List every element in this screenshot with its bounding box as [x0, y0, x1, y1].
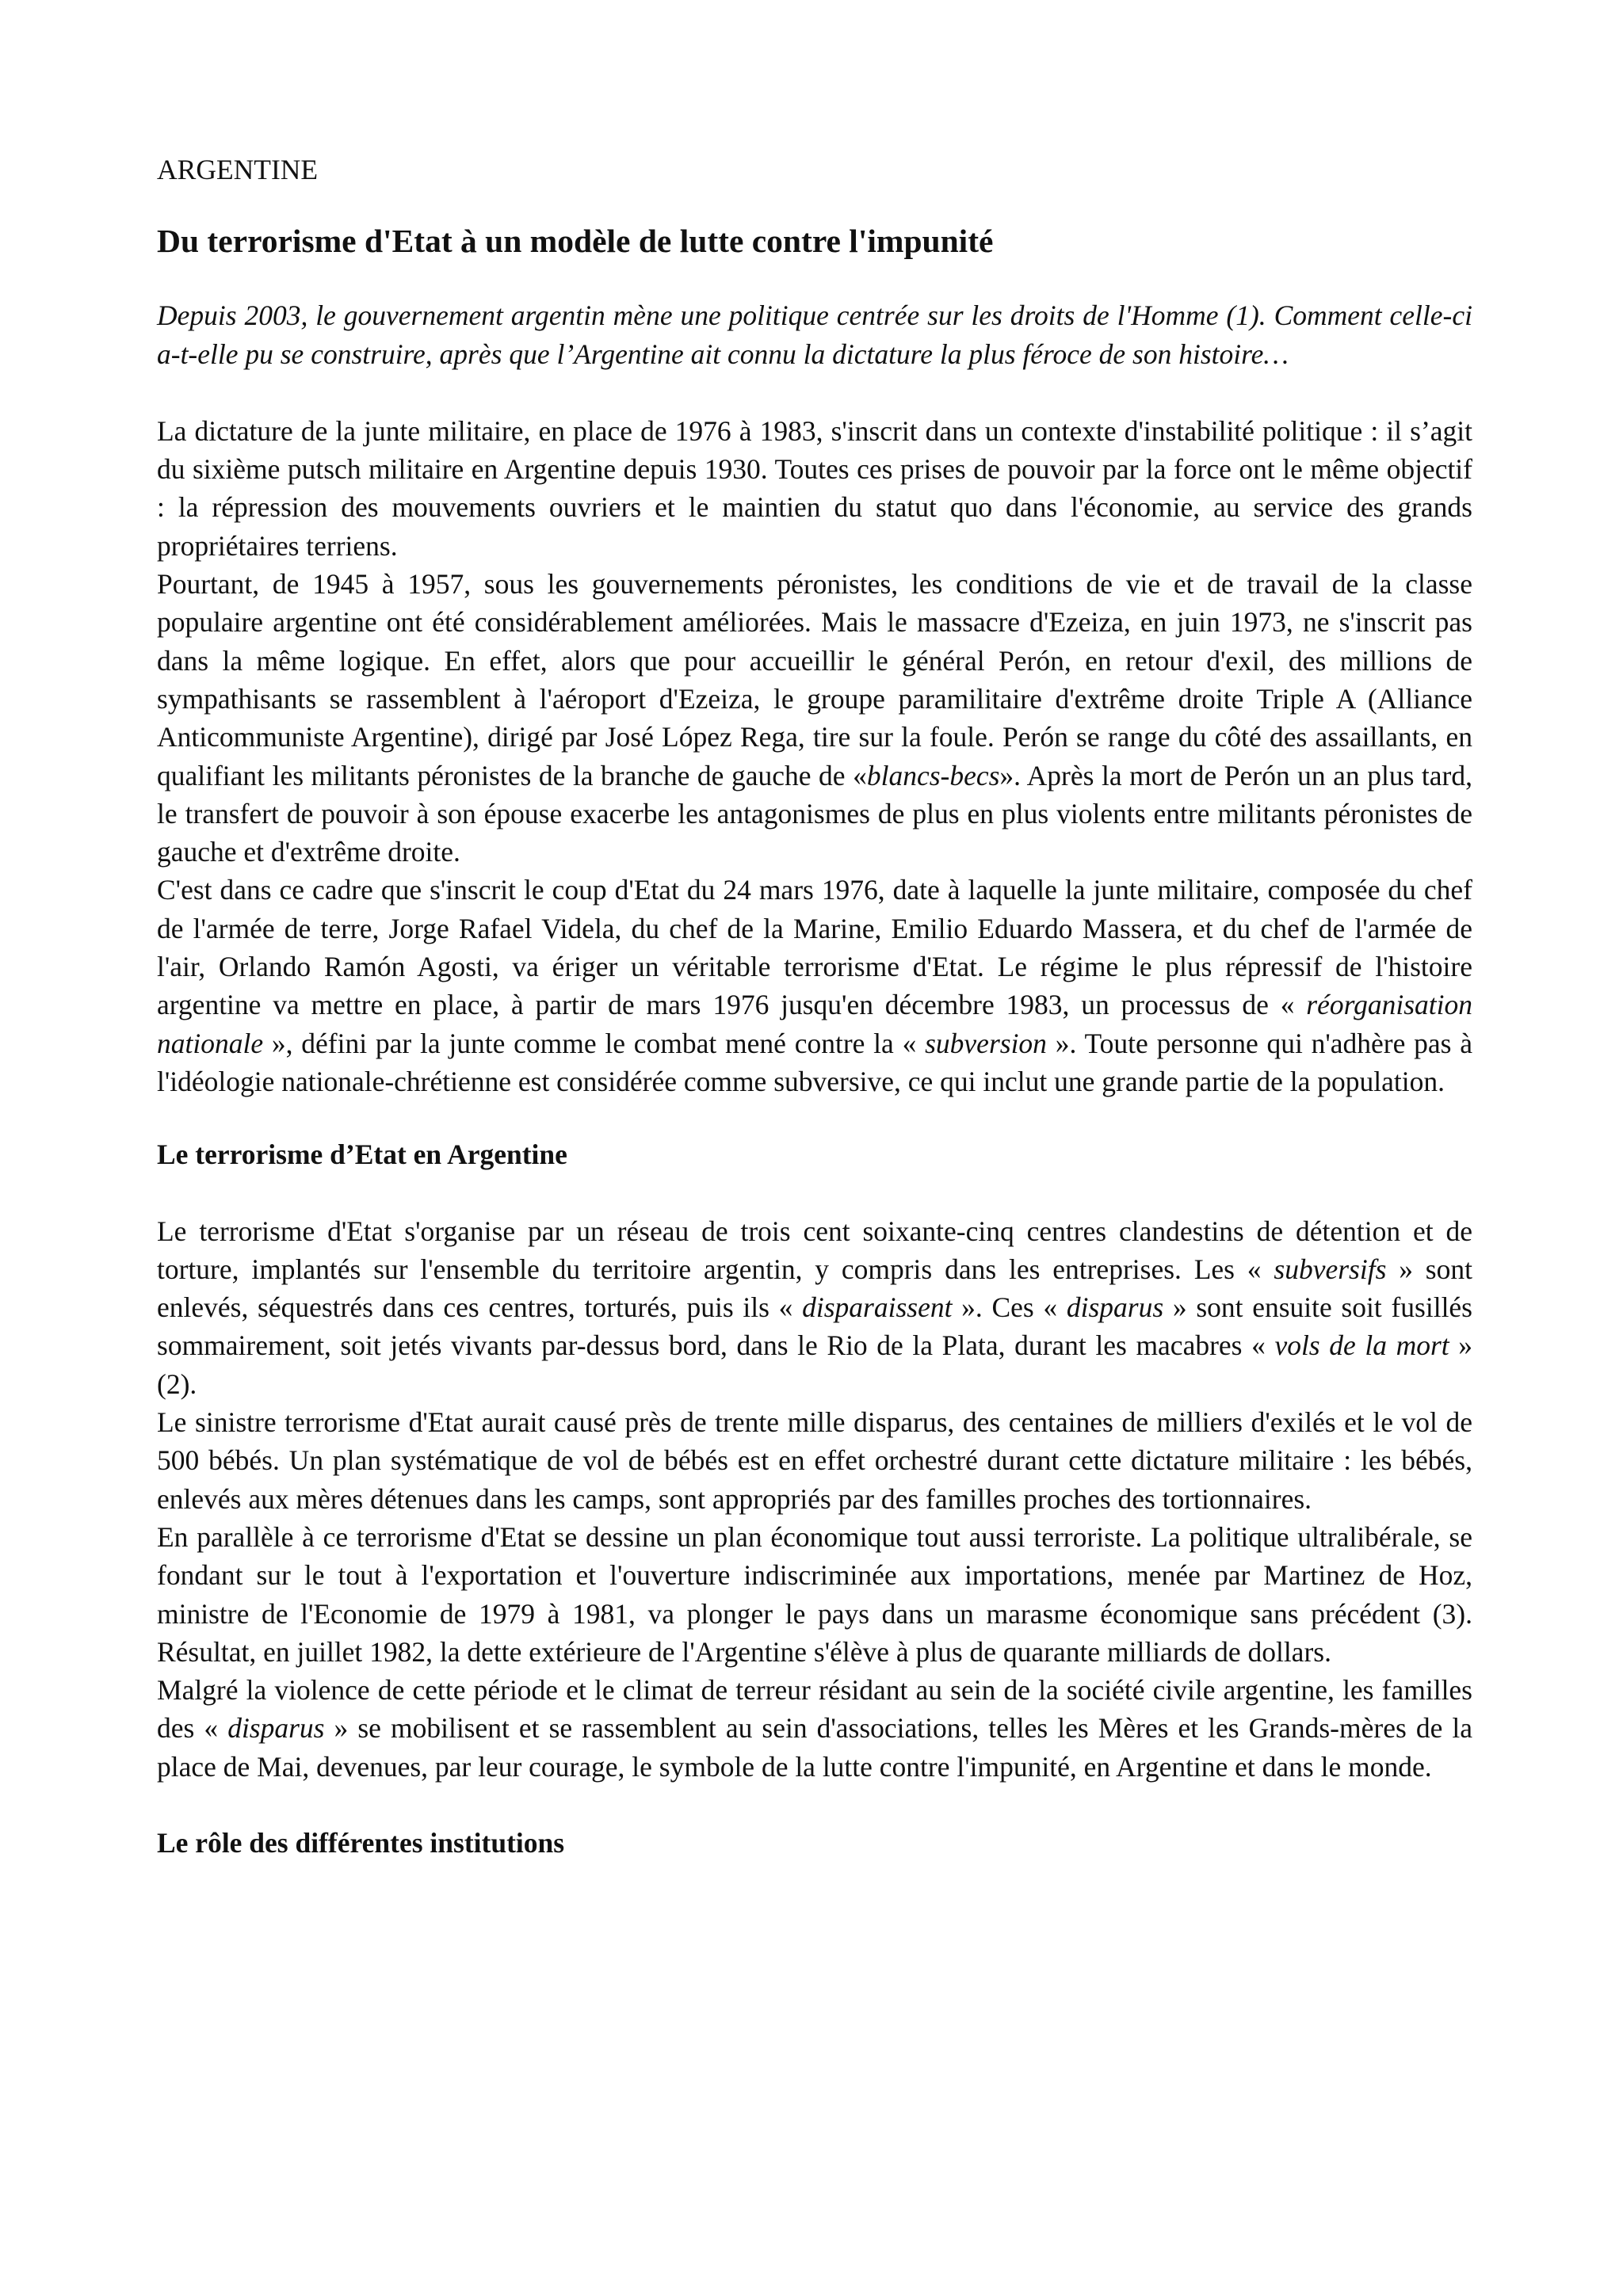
- emphasis: réorganisation nationale: [157, 989, 1472, 1059]
- section1-paragraph-4: Malgré la violence de cette période et le climat de terreur résidant au sein de la société civile argentine, les familles des « disparus » se mobilisent et se rassemblent au sein d'associations, telles les Mères et les Grands-mères de la place de Mai, devenues, par leur courage, le symbole de la lutte contre l'impunité, en Argentine et dans le monde.: [157, 1674, 1473, 1783]
- section1-paragraph-3: En parallèle à ce terrorisme d'Etat se dessine un plan économique tout aussi terroriste. La politique ultralibérale, se fondant sur le tout à l'exportation et l'ouverture indiscriminée aux importations, menée par Martinez de Hoz, ministre de l'Economie de 1979 à 1981, va plonger le pays dans un marasme économique sans précédent (3). Résultat, en juillet 1982, la dette extérieure de l'Argentine s'élève à plus de quarante milliards de dollars.: [157, 1520, 1472, 1668]
- section-heading: Le terrorisme d’Etat en Argentine: [157, 1138, 567, 1171]
- document-page: [157, 151, 1472, 1900]
- intro-paragraph-3: C'est dans ce cadre que s'inscrit le coup d'Etat du 24 mars 1976, date à laquelle la junte militaire, composée du chef de l'armée de terre, Jorge Rafael Videla, du chef de la Marine, Emilio Eduardo Massera, et du chef de l'armée de l'air, Orlando Ramón Agosti, va ériger un véritable terrorisme d'Etat. Le régime le plus répressif de l'histoire argentine va mettre en place, à partir de mars 1976 jusqu'en décembre 1983, un processus de « réorganisation nationale », défini par la junte comme le combat mené contre la « subversion ». Toute personne qui n'adhère pas à l'idéologie nationale-chrétienne est considérée comme subversive, ce qui inclut une grande partie de la population.: [157, 874, 1473, 1097]
- emphasis: disparaissent: [802, 1291, 953, 1324]
- emphasis: vols de la mort: [1274, 1329, 1449, 1362]
- emphasis: disparus: [1066, 1291, 1164, 1324]
- intro-paragraph-1: La dictature de la junte militaire, en place de 1976 à 1983, s'inscrit dans un contexte d'instabilité politique : il s’agit du sixième putsch militaire en Argentine depuis 1930. Toutes ces prises de pouvoir par la force ont le même objectif : la répression des mouvements ouvriers et le maintien du statut quo dans l'économie, au service des grands propriétaires terriens.: [157, 414, 1472, 562]
- emphasis: subversion: [925, 1027, 1047, 1059]
- section1-paragraph-1: Le terrorisme d'Etat s'organise par un réseau de trois cent soixante-cinq centres clandestins de détention et de torture, implantés sur l'ensemble du territoire argentin, y compris dans les entreprises. Les « subversifs » sont enlevés, séquestrés dans ces centres, torturés, puis ils « disparaissent ». Ces « disparus » sont ensuite soit fusillés sommairement, soit jetés vivants par-dessus bord, dans le Rio de la Plata, durant les macabres « vols de la mort » (2).: [157, 1215, 1472, 1400]
- section-heading: Le rôle des différentes institutions: [157, 1826, 565, 1859]
- section1-paragraph-2: Le sinistre terrorisme d'Etat aurait causé près de trente mille disparus, des centaines de milliers d'exilés et le vol de 500 bébés. Un plan systématique de vol de bébés est en effet orchestré durant cette dictature militaire : les bébés, enlevés aux mères détenues dans les camps, sont appropriés par des familles proches des tortionnaires.: [157, 1406, 1472, 1515]
- article-lead: Depuis 2003, le gouvernement argentin mène une politique centrée sur les droits de l'Homme (1). Comment celle-ci a-t-elle pu se construire, après que l’Argentine ait connu la dictature la plus féroce de son histoire…: [157, 299, 1472, 370]
- kicker-label: ARGENTINE: [157, 154, 319, 185]
- intro-paragraph-2: Pourtant, de 1945 à 1957, sous les gouvernements péronistes, les conditions de vie et de travail de la classe populaire argentine ont été considérablement améliorées. Mais le massacre d'Ezeiza, en juin 1973, ne s'inscrit pas dans la même logique. En effet, alors que pour accueillir le général Perón, en retour d'exil, des millions de sympathisants se rassemblent à l'aéroport d'Ezeiza, le groupe paramilitaire d'extrême droite Triple A (Alliance Anticommuniste Argentine), dirigé par José López Rega, tire sur la foule. Perón se range du côté des assaillants, en qualifiant les militants péronistes de la branche de gauche de «blancs-becs». Après la mort de Perón un an plus tard, le transfert de pouvoir à son épouse exacerbe les antagonismes de plus en plus violents entre militants péronistes de gauche et d'extrême droite.: [157, 568, 1472, 868]
- emphasis: disparus: [227, 1712, 325, 1745]
- emphasis: subversifs: [1274, 1253, 1387, 1285]
- emphasis: blancs-becs: [866, 759, 1000, 791]
- article-title: Du terrorisme d'Etat à un modèle de lutte contre l'impunité: [157, 223, 994, 260]
